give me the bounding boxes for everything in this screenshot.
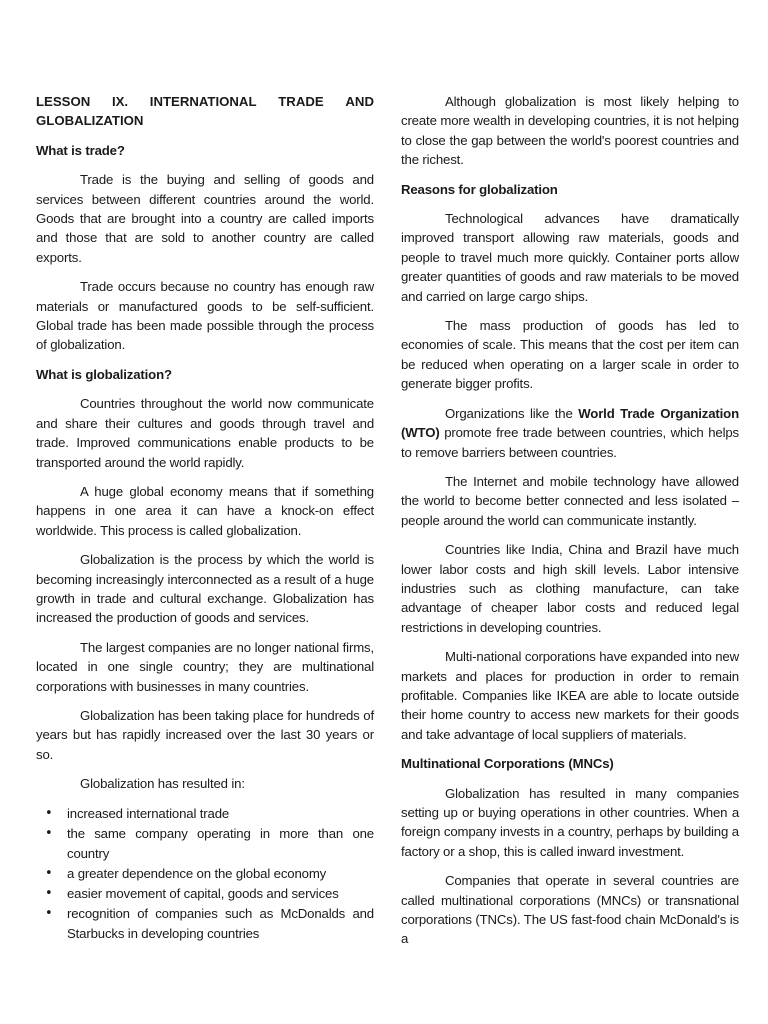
bullet-list bbox=[36, 804, 374, 944]
list-item: • the same company operating in more than one country bbox=[36, 824, 374, 864]
paragraph: The mass production of goods has led to economies of scale. This means that the cost per item can be reduced when operating on a larger scale in order to generate bigger profits. bbox=[401, 318, 739, 392]
paragraph: Globalization has resulted in: bbox=[80, 776, 245, 792]
paragraph-text: Organizations like the bbox=[445, 405, 579, 421]
heading-what-is-trade: What is trade? bbox=[36, 142, 125, 158]
paragraph: Trade occurs because no country has enough raw materials or manufactured goods to be self-sufficient. Global trade has been made possible through the process of globalization. bbox=[36, 279, 374, 353]
lesson-title-word: LESSON bbox=[36, 94, 91, 109]
paragraph: Companies that operate in several countries are called multinational corporations (MNCs) or transnational corporations (TNCs). The US fast-food chain McDonald's is a bbox=[401, 873, 739, 947]
heading-what-is-globalization: What is globalization? bbox=[36, 366, 172, 382]
list-item: • easier movement of capital, goods and services bbox=[36, 884, 374, 904]
list-item: • increased international trade bbox=[36, 804, 374, 824]
lesson-title-word: IX. bbox=[111, 94, 129, 109]
paragraph: Although globalization is most likely helping to create more wealth in developing countries, it is not helping to close the gap between the world's poorest countries and the richest. bbox=[401, 94, 739, 168]
lesson-title-line-2: GLOBALIZATION bbox=[36, 113, 144, 129]
paragraph: Trade is the buying and selling of goods and services between different countries around the world. Goods that are brought into a country are called imports and those that are sold to another country are called exports. bbox=[36, 172, 374, 265]
lesson-title-line-1 bbox=[36, 92, 374, 111]
wto-bold-term: World Trade Organization (WTO) bbox=[401, 405, 739, 441]
lesson-title-word: TRADE bbox=[278, 94, 324, 109]
list-item: • a greater dependence on the global economy bbox=[36, 864, 374, 884]
list-item: • recognition of companies such as McDonalds and Starbucks in developing countries bbox=[36, 904, 374, 944]
paragraph-text: promote free trade between countries, which helps to remove barriers between countries. bbox=[401, 425, 739, 460]
paragraph: Countries throughout the world now communicate and share their cultures and goods through travel and trade. Improved communications enable products to be transported around the world rapidly. bbox=[36, 396, 374, 470]
paragraph: A huge global economy means that if something happens in one area it can have a knock-on effect worldwide. This process is called globalization. bbox=[36, 483, 374, 538]
paragraph: Technological advances have dramatically improved transport allowing raw materials, goods and people to travel much more quickly. Container ports allow greater quantities of goods and raw materials to be moved and carried on large cargo ships. bbox=[401, 211, 739, 304]
paragraph: Countries like India, China and Brazil have much lower labor costs and high skill levels. Labor intensive industries such as clothing manufacture, can take advantage of cheaper labor costs and reduced legal restrictions in developing countries. bbox=[401, 542, 739, 635]
paragraph: Multi-national corporations have expanded into new markets and places for production in order to remain profitable. Companies like IKEA are able to locate outside their home country to access new markets for their goods and take advantage of local suppliers of materials. bbox=[401, 649, 739, 742]
paragraph-wto bbox=[401, 404, 739, 462]
right-column bbox=[401, 92, 739, 959]
paragraph: The largest companies are no longer national firms, located in one single country; they are multinational corporations with businesses in many countries. bbox=[36, 639, 374, 694]
left-column bbox=[36, 92, 374, 944]
lesson-title-word: INTERNATIONAL bbox=[149, 94, 257, 109]
paragraph: The Internet and mobile technology have allowed the world to become better connected and less isolated – people around the world can communicate instantly. bbox=[401, 473, 739, 528]
lesson-title bbox=[36, 92, 374, 131]
heading-reasons-for-globalization: Reasons for globalization bbox=[401, 181, 558, 197]
lesson-title-word: AND bbox=[345, 94, 374, 109]
paragraph: Globalization has been taking place for hundreds of years but has rapidly increased over the last 30 years or so. bbox=[36, 707, 374, 762]
paragraph: Globalization has resulted in many companies setting up or buying operations in other countries. When a foreign company invests in a country, perhaps by building a factory or a shop, this is called inward investment. bbox=[401, 785, 739, 859]
heading-multinational-corporations: Multinational Corporations (MNCs) bbox=[401, 756, 614, 772]
paragraph: Globalization is the process by which the world is becoming increasingly interconnected as a result of a huge growth in trade and cultural exchange. Globalization has increased the production of goods and services. bbox=[36, 552, 374, 626]
